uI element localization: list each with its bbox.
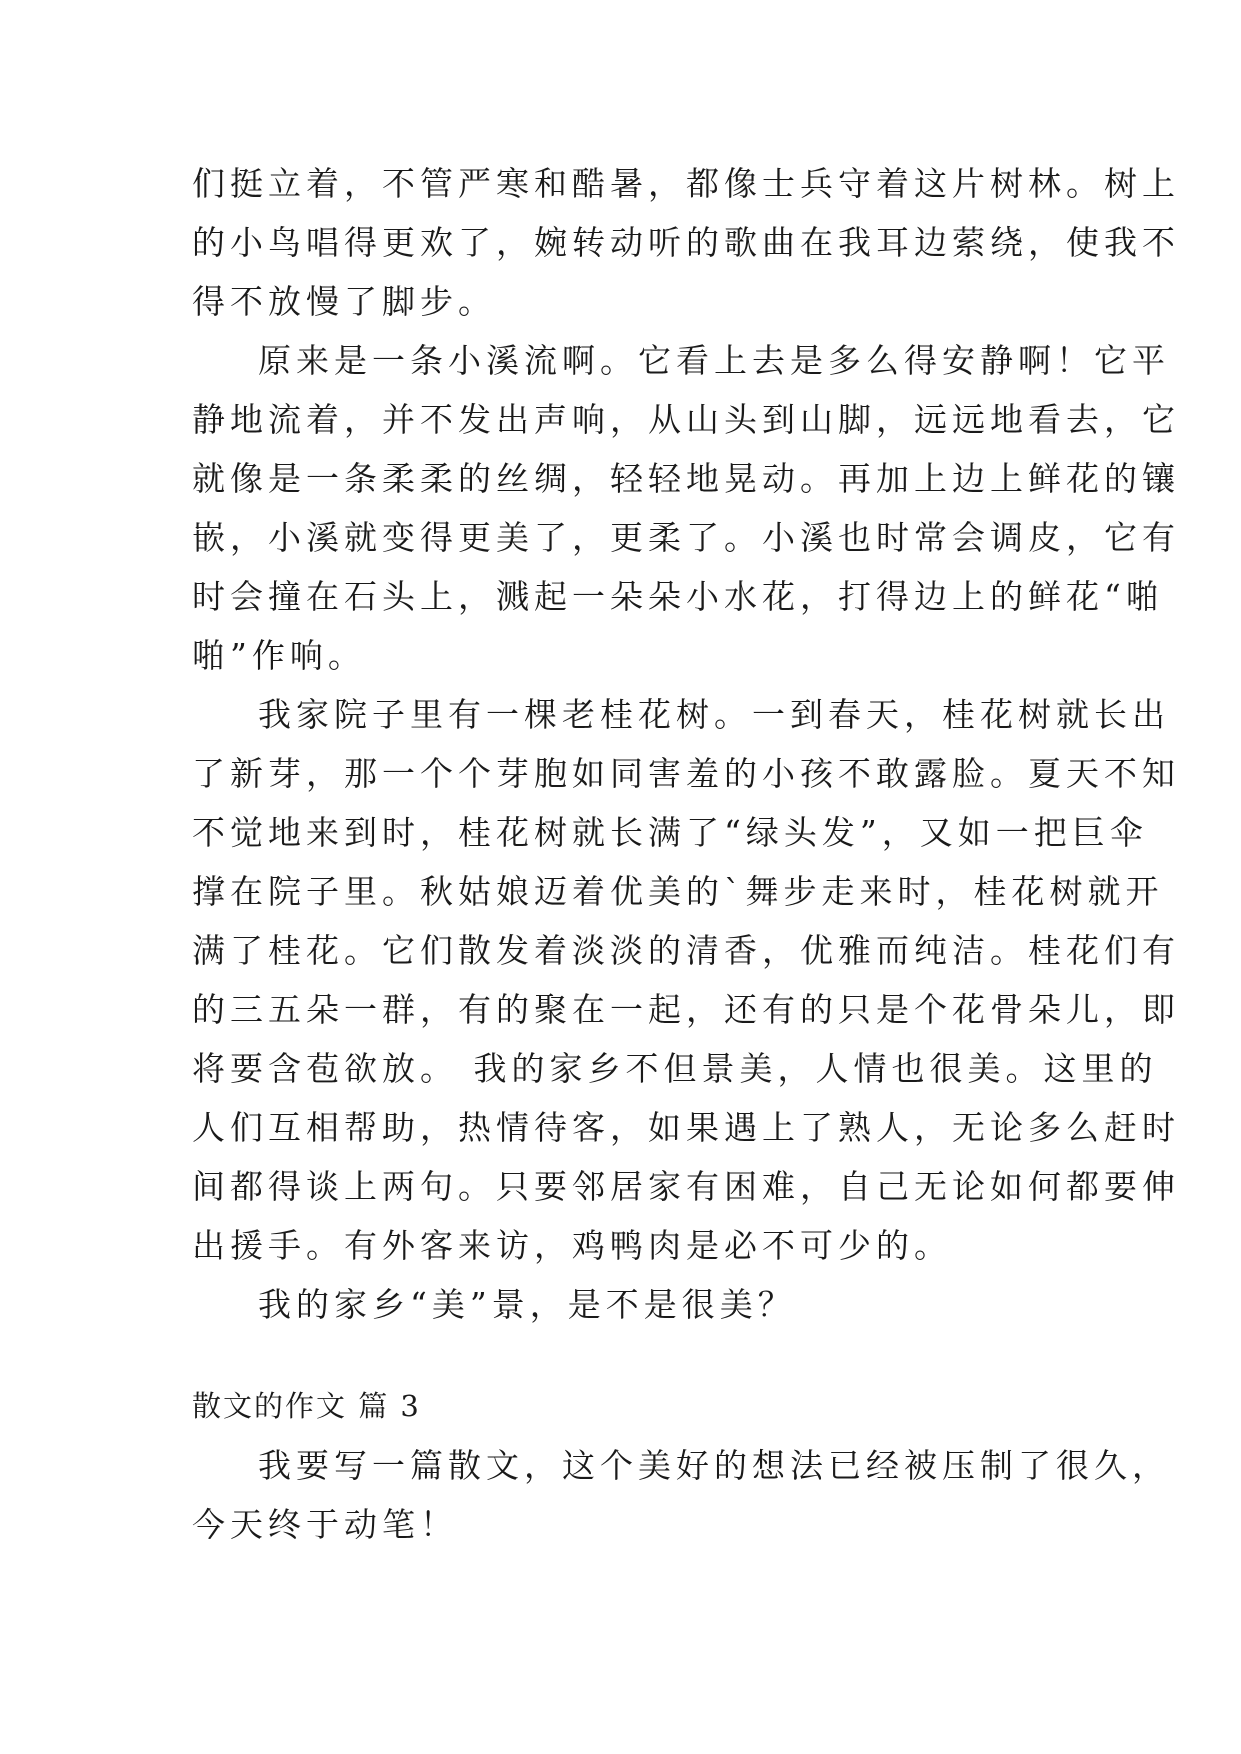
text-line: 的三五朵一群，有的聚在一起，还有的只是个花骨朵儿，即 xyxy=(192,990,1180,1029)
text-line: 间都得谈上两句。只要邻居家有困难，自己无论如何都要伸 xyxy=(192,1167,1180,1206)
text-line: 人们互相帮助，热情待客，如果遇上了熟人，无论多么赶时 xyxy=(192,1108,1180,1147)
text-line: 时会撞在石头上，溅起一朵朵小水花，打得边上的鲜花“啪 xyxy=(192,577,1164,616)
paragraph-first-line: 我要写一篇散文，这个美好的想法已经被压制了很久， xyxy=(258,1446,1170,1485)
text-line: 了新芽，那一个个芽胞如同害羞的小孩不敢露脸。夏天不知 xyxy=(192,754,1180,793)
paragraph-first-line: 我的家乡“美”景，是不是很美？ xyxy=(258,1285,796,1324)
section-heading: 散文的作文 篇 3 xyxy=(192,1389,421,1423)
text-line: 今天终于动笔！ xyxy=(192,1505,458,1544)
text-line: 不觉地来到时，桂花树就长满了“绿头发”，又如一把巨伞 xyxy=(192,813,1148,852)
text-line: 就像是一条柔柔的丝绸，轻轻地晃动。再加上边上鲜花的镶 xyxy=(192,459,1180,498)
text-line: 啪”作响。 xyxy=(192,636,366,675)
paragraph-first-line: 我家院子里有一棵老桂花树。一到春天，桂花树就长出 xyxy=(258,695,1170,734)
text-line: 将要含苞欲放。 我的家乡不但景美，人情也很美。这里的 xyxy=(192,1049,1158,1088)
text-line: 嵌，小溪就变得更美了，更柔了。小溪也时常会调皮，它有 xyxy=(192,518,1180,557)
text-line: 静地流着，并不发出声响，从山头到山脚，远远地看去，它 xyxy=(192,400,1180,439)
text-line: 撑在院子里。秋姑娘迈着优美的`舞步走来时，桂花树就开 xyxy=(192,872,1164,911)
text-line: 满了桂花。它们散发着淡淡的清香，优雅而纯洁。桂花们有 xyxy=(192,931,1180,970)
text-line: 的小鸟唱得更欢了，婉转动听的歌曲在我耳边萦绕，使我不 xyxy=(192,223,1180,262)
paragraph-first-line: 原来是一条小溪流啊。它看上去是多么得安静啊！它平 xyxy=(258,341,1170,380)
text-line: 们挺立着，不管严寒和酷暑，都像士兵守着这片树林。树上 xyxy=(192,164,1180,203)
text-line: 出援手。有外客来访，鸡鸭肉是必不可少的。 xyxy=(192,1226,952,1265)
text-line: 得不放慢了脚步。 xyxy=(192,282,496,321)
